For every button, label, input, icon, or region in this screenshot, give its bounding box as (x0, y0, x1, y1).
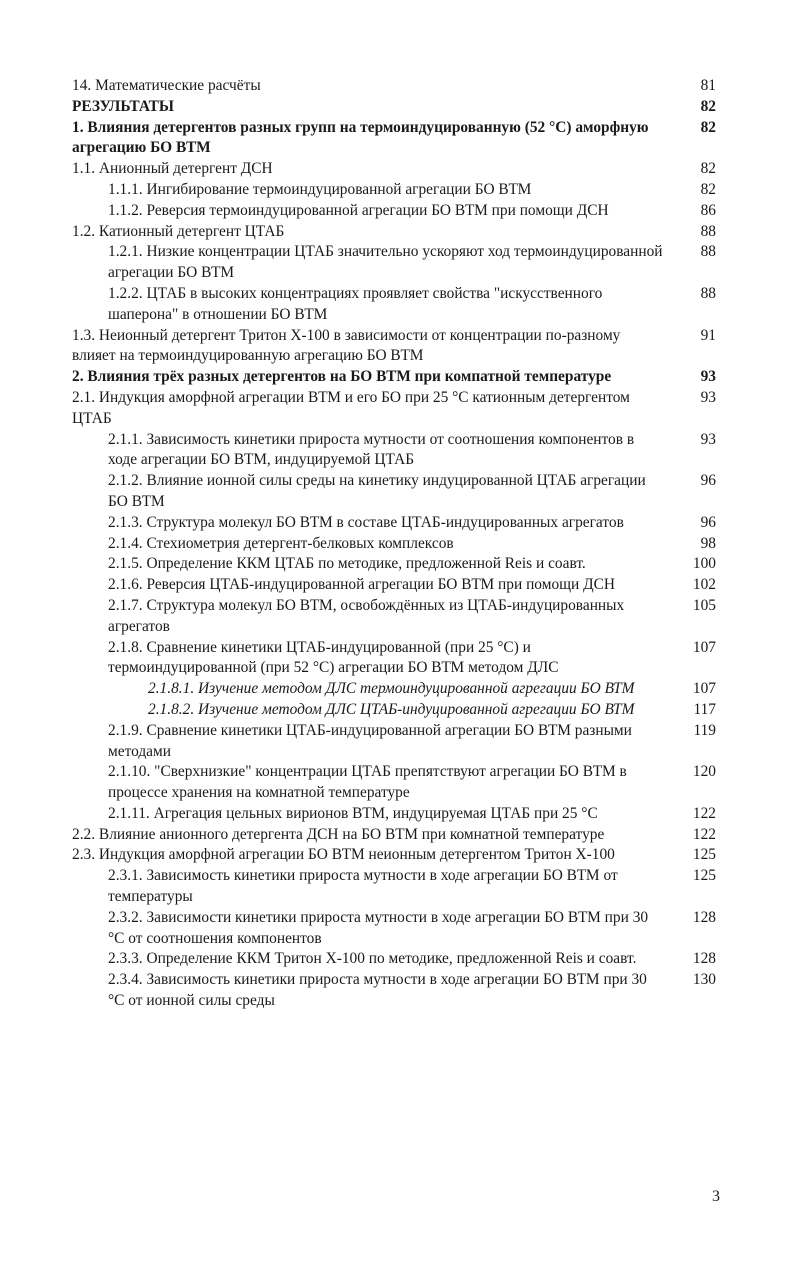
toc-entry-page: 119 (693, 721, 716, 739)
toc-entry-title: 1.1. Анионный детергент ДСН (72, 160, 273, 178)
toc-entry (72, 575, 716, 596)
toc-entry-title: 2.3.1. Зависимость кинетики прироста мутности в ходе агрегации БО ВТМ от температуры (108, 867, 618, 906)
toc-entry-title: 2.1.8. Сравнение кинетики ЦТАБ-индуцированной (при 25 °С) и термоиндуцированной (при 52 °С) агрегации БО ВТМ методом ДЛС (108, 638, 559, 677)
toc-entry (72, 430, 716, 472)
toc-entry-page: 125 (692, 846, 716, 864)
toc-entry-page: 107 (692, 680, 716, 698)
toc-entry-page: 82 (700, 97, 716, 115)
toc-entry (72, 284, 716, 326)
toc-entry-title: 2.1. Индукция аморфной агрегации ВТМ и его БО при 25 °С катионным детергентом ЦТАБ (72, 388, 630, 427)
toc-entry-page: 130 (692, 971, 716, 989)
toc-entry-title: 2.1.8.1. Изучение методом ДЛС термоиндуцированной агрегации БО ВТМ (148, 680, 635, 698)
toc-entry-title: 1.2. Катионный детергент ЦТАБ (72, 222, 285, 240)
toc-entry-page: 102 (692, 576, 716, 594)
page-number: 3 (712, 1188, 720, 1205)
toc-entry-page: 82 (700, 160, 716, 178)
toc-entry-page: 125 (692, 867, 716, 885)
toc-entry-title: 1. Влияния детергентов разных групп на термоиндуцированную (52 °С) аморфную агрегацию БО ВТМ (72, 118, 649, 157)
toc-entry-page: 81 (700, 77, 716, 94)
toc-entry (72, 596, 716, 638)
toc-entry-title: 2.1.10. "Сверхнизкие" концентрации ЦТАБ препятствуют агрегации БО ВТМ в процессе хранения на комнатной температуре (108, 763, 627, 802)
toc-entry-title: 1.2.1. Низкие концентрации ЦТАБ значительно ускоряют ход термоиндуцированной агрегации БО ВТМ (108, 243, 663, 282)
toc-entry-title: 2.3.4. Зависимость кинетики прироста мутности в ходе агрегации БО ВТМ при 30 °С от ионной силы среды (108, 971, 647, 1010)
toc-entry-page: 82 (700, 180, 716, 198)
toc-entry (72, 908, 716, 950)
toc-entry (72, 513, 716, 534)
toc-entry (72, 970, 716, 1012)
toc-entry-title: 2.1.4. Стехиометрия детергент-белковых комплексов (108, 534, 454, 552)
toc-entry (72, 367, 716, 388)
toc-entry-title: РЕЗУЛЬТАТЫ (72, 97, 174, 115)
toc-entry (72, 118, 716, 160)
toc-entry (72, 700, 716, 721)
toc-entry-page: 88 (700, 243, 716, 261)
toc-entry (72, 845, 716, 866)
toc-entry (72, 76, 716, 97)
toc-entry-page: 105 (692, 596, 716, 614)
toc-entry-title: 1.2.2. ЦТАБ в высоких концентрациях проявляет свойства "искусственного шаперона" в отношении БО ВТМ (108, 284, 603, 323)
toc-entry-title: 2.1.8.2. Изучение методом ДЛС ЦТАБ-индуцированной агрегации БО ВТМ (148, 700, 635, 718)
toc-entry-page: 86 (700, 201, 716, 219)
toc-entry (72, 638, 716, 680)
toc-entry-title: 1.3. Неионный детергент Тритон Х-100 в зависимости от концентрации по-разному влияет на термоиндуцированную агрегацию БО ВТМ (72, 326, 621, 365)
toc-entry-page: 96 (700, 513, 716, 531)
toc-entry-page: 120 (692, 763, 716, 781)
toc-entry-title: 2. Влияния трёх разных детергентов на БО ВТМ при компатной температуре (72, 368, 612, 386)
toc-entry (72, 222, 716, 243)
toc-entry (72, 554, 716, 575)
toc-entry-title: 2.1.3. Структура молекул БО ВТМ в составе ЦТАБ-индуцированных агрегатов (108, 513, 624, 531)
toc-entry-page: 82 (700, 118, 716, 136)
toc-entry (72, 326, 716, 368)
toc-entry-page: 122 (692, 825, 716, 843)
toc-entry-title: 14. Математические расчёты (72, 77, 261, 94)
toc-entry (72, 762, 716, 804)
toc-entry-page: 128 (692, 908, 716, 926)
toc-entry-page: 88 (700, 284, 716, 302)
toc-entry (72, 242, 716, 284)
toc-entry (72, 201, 716, 222)
toc-entry-title: 2.1.11. Агрегация цельных вирионов ВТМ, индуцируемая ЦТАБ при 25 °С (108, 804, 598, 822)
toc-entry-page: 100 (692, 555, 716, 573)
toc-entry (72, 721, 716, 763)
toc-entry (72, 949, 716, 970)
toc-entry-title: 1.1.2. Реверсия термоиндуцированной агрегации БО ВТМ при помощи ДСН (108, 201, 609, 219)
toc-entry-title: 2.1.7. Структура молекул БО ВТМ, освобождённых из ЦТАБ-индуцированных агрегатов (108, 596, 625, 635)
toc-entry-page: 93 (700, 430, 716, 448)
toc-entry-page: 107 (692, 638, 716, 656)
toc-entry-title: 2.3.2. Зависимости кинетики прироста мутности в ходе агрегации БО ВТМ при 30 °С от соотношения компонентов (108, 908, 649, 947)
toc-entry-title: 1.1.1. Ингибирование термоиндуцированной агрегации БО ВТМ (108, 180, 532, 198)
toc-entry-title: 2.3.3. Определение ККМ Тритон Х-100 по методике, предложенной Reis и соавт. (108, 950, 637, 968)
toc-entry-title: 2.1.2. Влияние ионной силы среды на кинетику индуцированной ЦТАБ агрегации БО ВТМ (108, 472, 646, 510)
toc-entry (72, 97, 716, 118)
toc-entry (72, 534, 716, 555)
toc-entry (72, 679, 716, 700)
toc-entry-title: 2.2. Влияние анионного детергента ДСН на БО ВТМ при комнатной температуре (72, 825, 605, 843)
toc-entry (72, 159, 716, 180)
toc-entry-page: 93 (700, 368, 716, 386)
toc-entry-page: 98 (700, 534, 716, 552)
toc-entry-title: 2.1.1. Зависимость кинетики прироста мутности от соотношения компонентов в ходе агрегации БО ВТМ, индуцируемой ЦТАБ (108, 430, 635, 469)
toc-entry (72, 471, 716, 513)
toc-entry-title: 2.3. Индукция аморфной агрегации БО ВТМ неионным детергентом Тритон Х-100 (72, 846, 615, 864)
toc-entry-title: 2.1.6. Реверсия ЦТАБ-индуцированной агрегации БО ВТМ при помощи ДСН (108, 576, 615, 594)
toc-entry-page: 91 (700, 326, 716, 344)
toc-entry-page: 117 (693, 700, 716, 718)
toc-entry-title: 2.1.5. Определение ККМ ЦТАБ по методике, предложенной Reis и соавт. (108, 555, 586, 573)
table-of-contents (72, 76, 716, 1012)
toc-entry-page: 128 (692, 950, 716, 968)
toc-entry-page: 88 (700, 222, 716, 240)
toc-entry-page: 93 (700, 388, 716, 406)
toc-entry-page: 96 (700, 472, 716, 490)
toc-entry-title: 2.1.9. Сравнение кинетики ЦТАБ-индуцированной агрегации БО ВТМ разными методами (108, 721, 632, 760)
toc-entry-page: 122 (692, 804, 716, 822)
toc-entry (72, 866, 716, 908)
toc-entry (72, 804, 716, 825)
toc-entry (72, 180, 716, 201)
toc-entry (72, 825, 716, 846)
toc-entry (72, 388, 716, 430)
